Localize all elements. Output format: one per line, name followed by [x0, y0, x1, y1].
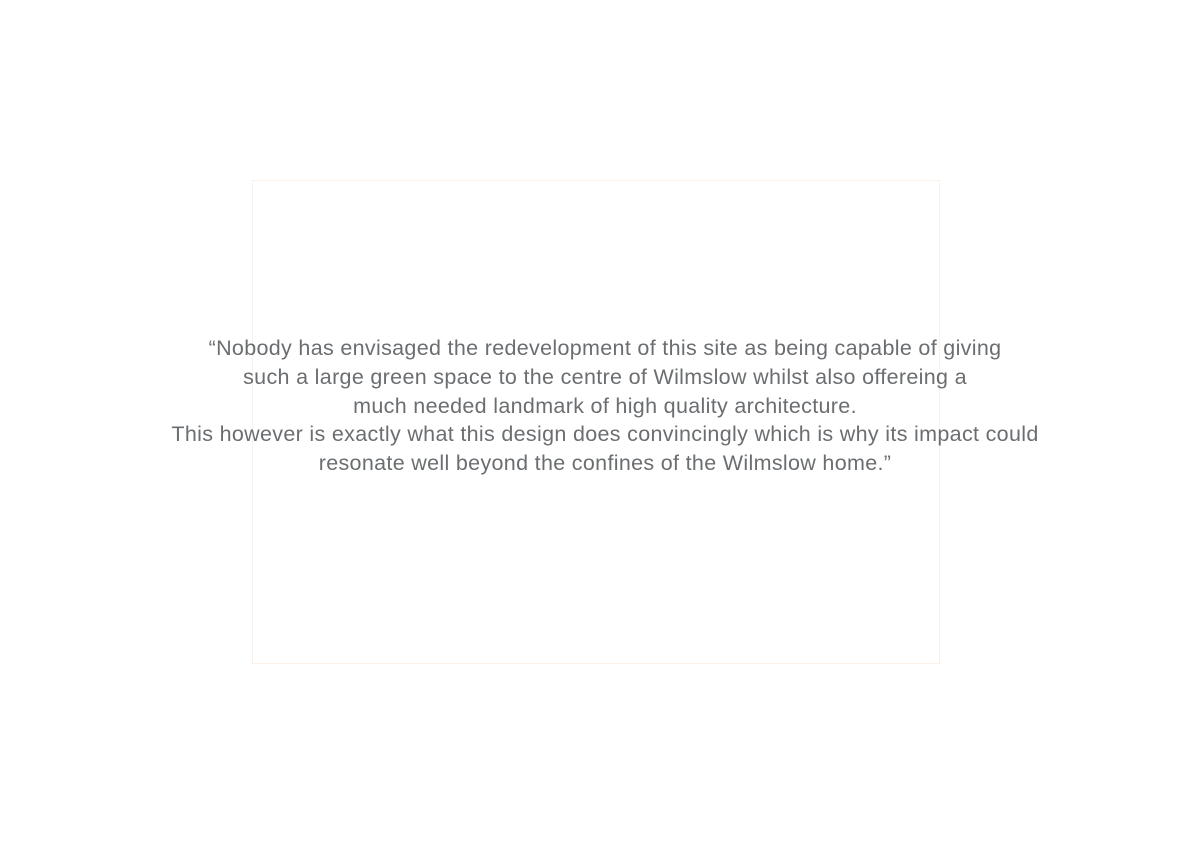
quote-line: much needed landmark of high quality architecture.: [353, 393, 857, 418]
quote-line: This however is exactly what this design does convincingly which is why its impact could: [171, 422, 1039, 447]
quote-line: such a large green space to the centre of Wilmslow whilst also offereing a: [243, 364, 967, 389]
quote-line: resonate well beyond the confines of the Wilmslow home.”: [318, 451, 892, 476]
quote-text: [19, 334, 1191, 478]
quote-line: “Nobody has envisaged the redevelopment of this site as being capable of giving: [208, 336, 1002, 360]
